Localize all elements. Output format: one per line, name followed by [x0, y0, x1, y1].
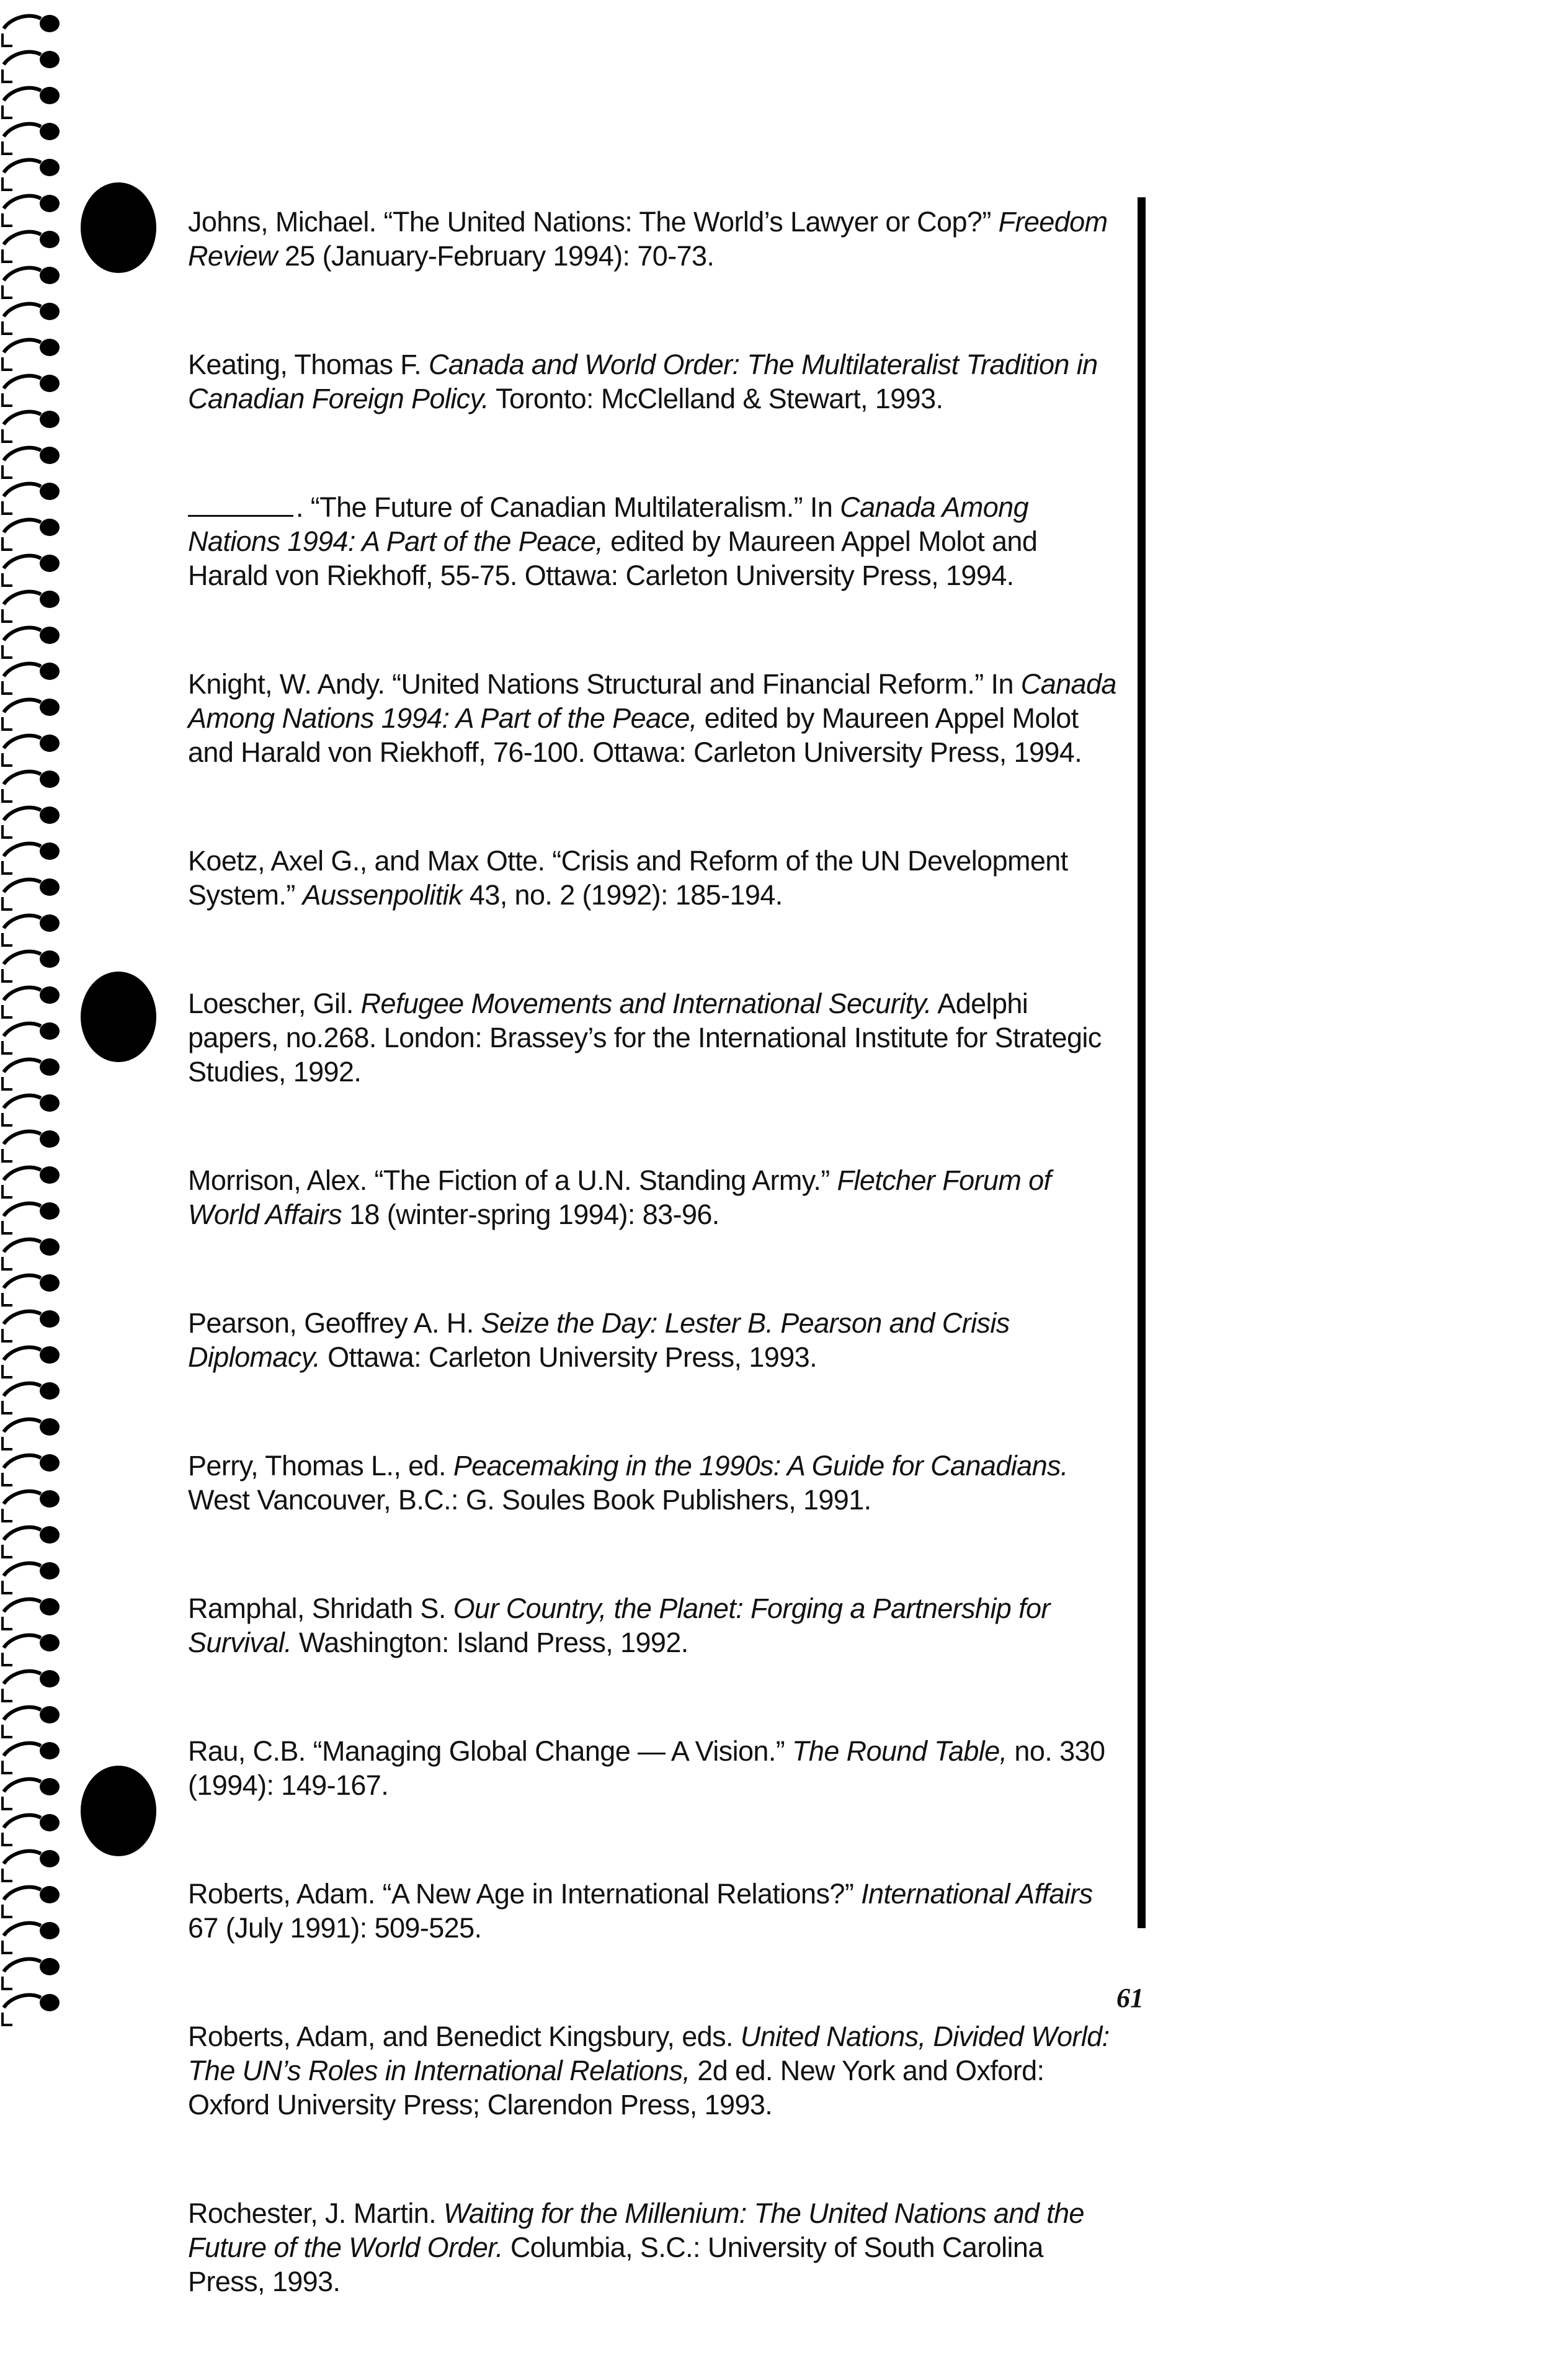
coil-edge: [2, 1401, 12, 1413]
coil-loop: [4, 1923, 41, 1936]
coil-loop: [4, 1240, 41, 1252]
coil-loop: [4, 880, 41, 892]
coil-edge: [2, 717, 12, 730]
coil-loop: [4, 376, 41, 388]
vertical-margin-rule: [1138, 197, 1146, 1928]
coil-edge: [2, 465, 12, 478]
coil-loop: [4, 700, 41, 712]
coil-hole: [40, 1346, 60, 1364]
coil-hole: [40, 950, 60, 968]
coil-hole: [40, 878, 60, 896]
coil-hole: [40, 914, 60, 932]
coil-loop: [4, 1779, 41, 1792]
coil-hole: [40, 1742, 60, 1759]
coil-loop: [4, 1743, 41, 1756]
coil-loop: [4, 1419, 41, 1432]
coil-loop: [4, 88, 41, 101]
entry-title-italic: Canada Among Nations 1994: A Part of the Peace,: [188, 668, 1116, 734]
bibliography-entry: [188, 1877, 1118, 1945]
entry-text: . “The Future of Canadian Multilateralism.” In: [296, 491, 840, 523]
coil-hole: [40, 1526, 60, 1544]
bibliography-entry: [188, 1449, 1118, 1517]
bibliography-entry: [188, 2196, 1118, 2299]
coil-edge: [2, 933, 12, 945]
coil-loop: [4, 1168, 41, 1180]
bibliography-entry: [188, 490, 1118, 592]
coil-edge: [2, 1077, 12, 1089]
coil-loop: [4, 1887, 41, 1900]
entry-text: Ramphal, Shridath S.: [188, 1593, 453, 1624]
coil-hole: [40, 339, 60, 356]
entry-title-italic: Canada and World Order: The Multilateralist Tradition in Canadian Foreign Policy.: [188, 349, 1098, 414]
coil-loop: [4, 412, 41, 424]
spiral-binding: [0, 0, 68, 2029]
entry-title-italic: Refugee Movements and International Security.: [360, 988, 932, 1019]
entry-text: Perry, Thomas L., ed.: [188, 1450, 453, 1481]
bibliography-entry: [188, 986, 1118, 1089]
coil-edge: [2, 969, 12, 981]
coil-edge: [2, 1041, 12, 1053]
coil-hole: [40, 1310, 60, 1328]
coil-loop: [4, 1132, 41, 1144]
coil-hole: [40, 1706, 60, 1723]
coil-hole: [40, 627, 60, 644]
coil-edge: [2, 1581, 12, 1593]
coil-edge: [2, 1365, 12, 1377]
entry-title-italic: Canada Among Nations 1994: A Part of the Peace,: [188, 491, 1029, 557]
coil-loop: [4, 844, 41, 856]
bibliography-entry: [188, 205, 1118, 273]
coil-edge: [2, 1113, 12, 1125]
entry-text: Roberts, Adam. “A New Age in International Relations?”: [188, 1878, 862, 1910]
coil-hole: [40, 195, 60, 212]
coil-loop: [4, 1707, 41, 1720]
coil-loop: [4, 736, 41, 748]
entry-title-italic: Peacemaking in the 1990s: A Guide for Canadians.: [453, 1450, 1068, 1481]
bibliography-entry: [188, 1734, 1118, 1802]
coil-edge: [2, 645, 12, 658]
coil-edge: [2, 2013, 12, 2025]
coil-edge: [2, 357, 12, 370]
bibliography-entry: [188, 667, 1118, 769]
coil-edge: [2, 1221, 12, 1233]
entry-text: Rochester, J. Martin.: [188, 2197, 443, 2229]
entry-title-italic: The Round Table,: [792, 1735, 1007, 1767]
coil-hole: [40, 375, 60, 392]
spiral-coil-graphic: [0, 0, 68, 2029]
coil-loop: [4, 1347, 41, 1360]
coil-hole: [40, 1778, 60, 1795]
coil-hole: [40, 1490, 60, 1508]
entry-text: 2d ed. New York and Oxford: Oxford University Press; Clarendon Press, 1993.: [188, 2055, 1045, 2121]
coil-edge: [2, 1149, 12, 1161]
coil-edge: [2, 1545, 12, 1557]
coil-edge: [2, 141, 12, 154]
repeated-author-dash: [188, 515, 293, 517]
coil-edge: [2, 1761, 12, 1773]
coil-edge: [2, 69, 12, 82]
coil-loop: [4, 772, 41, 784]
coil-edge: [2, 1977, 12, 1989]
entry-text: 43, no. 2 (1992): 185-194.: [461, 879, 783, 911]
bibliography-list: [188, 205, 1118, 2373]
entry-text: edited by Maureen Appel Molot and Harald von Riekhoff, 55-75. Ottawa: Carleton University Press, 1994.: [188, 525, 1038, 591]
entry-text: Pearson, Geoffrey A. H.: [188, 1307, 481, 1339]
bibliography-entry: [188, 2019, 1118, 2122]
coil-loop: [4, 1383, 41, 1396]
coil-edge: [2, 897, 12, 909]
coil-edge: [2, 1941, 12, 1953]
coil-loop: [4, 1995, 41, 2008]
entry-title-italic: United Nations, Divided World: The UN’s Roles in International Relations,: [188, 2021, 1110, 2086]
coil-hole: [40, 555, 60, 572]
coil-loop: [4, 232, 41, 244]
coil-loop: [4, 1455, 41, 1468]
entry-text: Columbia, S.C.: University of South Carolina Press, 1993.: [188, 2232, 1043, 2297]
coil-loop: [4, 484, 41, 496]
coil-hole: [40, 1166, 60, 1184]
entry-text: Toronto: McClelland & Stewart, 1993.: [489, 383, 943, 414]
coil-hole: [40, 807, 60, 824]
coil-hole: [40, 1238, 60, 1256]
coil-loop: [4, 1096, 41, 1108]
entry-text: 67 (July 1991): 509-525.: [188, 1912, 482, 1944]
coil-hole: [40, 1454, 60, 1472]
entry-text: no. 330 (1994): 149-167.: [188, 1735, 1105, 1801]
coil-hole: [40, 159, 60, 176]
entry-text: Johns, Michael. “The United Nations: The World’s Lawyer or Cop?”: [188, 206, 999, 238]
coil-loop: [4, 952, 41, 964]
coil-loop: [4, 664, 41, 676]
punch-hole-bottom: [81, 1766, 156, 1856]
entry-text: Roberts, Adam, and Benedict Kingsbury, eds.: [188, 2021, 741, 2052]
coil-hole: [40, 1598, 60, 1616]
bibliography-entry: [188, 347, 1118, 416]
coil-hole: [40, 699, 60, 716]
coil-hole: [40, 986, 60, 1004]
coil-loop: [4, 1635, 41, 1648]
coil-hole: [40, 15, 60, 32]
entry-text: Washington: Island Press, 1992.: [292, 1627, 688, 1658]
coil-edge: [2, 681, 12, 694]
coil-loop: [4, 196, 41, 208]
coil-edge: [2, 34, 12, 46]
coil-hole: [40, 231, 60, 248]
coil-loop: [4, 1024, 41, 1036]
entry-text: Loescher, Gil.: [188, 988, 361, 1019]
coil-hole: [40, 411, 60, 428]
coil-edge: [2, 1329, 12, 1341]
coil-edge: [2, 321, 12, 334]
coil-hole: [40, 591, 60, 608]
entry-title-italic: Freedom Review: [188, 206, 1108, 272]
coil-hole: [40, 1058, 60, 1076]
bibliography-entry: [188, 844, 1118, 912]
coil-loop: [4, 520, 41, 532]
coil-edge: [2, 1833, 12, 1845]
coil-edge: [2, 825, 12, 838]
coil-hole: [40, 735, 60, 752]
coil-loop: [4, 304, 41, 316]
entry-title-italic: International Affairs: [861, 1878, 1093, 1910]
coil-loop: [4, 1276, 41, 1288]
entry-text: Adelphi papers, no.268. London: Brassey’s for the International Institute for Strategic Studies, 1992.: [188, 988, 1102, 1088]
entry-title-italic: Our Country, the Planet: Forging a Partnership for Survival.: [188, 1593, 1050, 1658]
coil-hole: [40, 1094, 60, 1112]
coil-loop: [4, 16, 41, 29]
coil-edge: [2, 1185, 12, 1197]
coil-loop: [4, 1312, 41, 1324]
coil-edge: [2, 1257, 12, 1269]
entry-text: Rau, C.B. “Managing Global Change — A Vision.”: [188, 1735, 793, 1767]
coil-hole: [40, 1202, 60, 1220]
coil-hole: [40, 483, 60, 500]
coil-loop: [4, 1204, 41, 1216]
coil-edge: [2, 213, 12, 226]
coil-loop: [4, 988, 41, 1000]
coil-loop: [4, 556, 41, 568]
coil-edge: [2, 609, 12, 622]
entry-text: Ottawa: Carleton University Press, 1993.: [320, 1341, 817, 1373]
bibliography-entry: [188, 1591, 1118, 1660]
entry-text: West Vancouver, B.C.: G. Soules Book Publishers, 1991.: [188, 1484, 871, 1516]
coil-edge: [2, 861, 12, 874]
coil-hole: [40, 1850, 60, 1867]
entry-text: Morrison, Alex. “The Fiction of a U.N. Standing Army.”: [188, 1164, 837, 1196]
entry-text: 25 (January-February 1994): 70-73.: [277, 240, 715, 272]
coil-loop: [4, 340, 41, 352]
coil-loop: [4, 448, 41, 460]
coil-loop: [4, 808, 41, 820]
coil-edge: [2, 1005, 12, 1017]
coil-hole: [40, 1562, 60, 1580]
entry-text: Koetz, Axel G., and Max Otte. “Crisis and Reform of the UN Development System.”: [188, 845, 1068, 911]
coil-hole: [40, 1418, 60, 1436]
coil-loop: [4, 1815, 41, 1828]
coil-hole: [40, 1382, 60, 1400]
coil-edge: [2, 1905, 12, 1917]
coil-hole: [40, 1274, 60, 1292]
coil-hole: [40, 1814, 60, 1831]
coil-edge: [2, 501, 12, 514]
coil-hole: [40, 1994, 60, 2011]
coil-edge: [2, 105, 12, 118]
coil-edge: [2, 1689, 12, 1701]
coil-loop: [4, 160, 41, 172]
coil-hole: [40, 1130, 60, 1148]
coil-edge: [2, 753, 12, 766]
coil-edge: [2, 177, 12, 190]
coil-edge: [2, 1869, 12, 1881]
coil-loop: [4, 124, 41, 136]
coil-edge: [2, 789, 12, 802]
coil-loop: [4, 1060, 41, 1072]
coil-hole: [40, 51, 60, 68]
entry-text: Knight, W. Andy. “United Nations Structural and Financial Reform.” In: [188, 668, 1021, 700]
coil-hole: [40, 1670, 60, 1687]
coil-edge: [2, 1473, 12, 1485]
coil-hole: [40, 1922, 60, 1939]
coil-loop: [4, 1599, 41, 1612]
coil-edge: [2, 393, 12, 406]
coil-hole: [40, 1958, 60, 1975]
coil-hole: [40, 123, 60, 140]
entry-title-italic: Aussenpolitik: [302, 879, 462, 911]
coil-hole: [40, 87, 60, 104]
coil-edge: [2, 1725, 12, 1737]
bibliography-entry: [188, 1306, 1118, 1374]
coil-hole: [40, 303, 60, 320]
coil-loop: [4, 268, 41, 280]
coil-loop: [4, 592, 41, 604]
entry-title-italic: Seize the Day: Lester B. Pearson and Crisis Diplomacy.: [188, 1307, 1010, 1373]
coil-hole: [40, 1886, 60, 1903]
entry-text: edited by Maureen Appel Molot and Harald von Riekhoff, 76-100. Ottawa: Carleton University Press, 1994.: [188, 702, 1082, 768]
coil-edge: [2, 1653, 12, 1665]
entry-text: Keating, Thomas F.: [188, 349, 429, 380]
coil-loop: [4, 52, 41, 65]
coil-loop: [4, 1491, 41, 1504]
punch-hole-middle: [81, 972, 156, 1062]
coil-hole: [40, 663, 60, 680]
coil-hole: [40, 267, 60, 284]
coil-hole: [40, 519, 60, 536]
coil-edge: [2, 429, 12, 442]
coil-hole: [40, 842, 60, 860]
bibliography-entry: [188, 1163, 1118, 1231]
coil-loop: [4, 1671, 41, 1684]
entry-title-italic: Waiting for the Millenium: The United Nations and the Future of the World Order.: [188, 2197, 1084, 2263]
coil-edge: [2, 1617, 12, 1629]
coil-hole: [40, 1022, 60, 1040]
coil-edge: [2, 1797, 12, 1809]
coil-loop: [4, 628, 41, 640]
coil-loop: [4, 1851, 41, 1864]
coil-loop: [4, 1563, 41, 1576]
coil-hole: [40, 771, 60, 788]
coil-edge: [2, 285, 12, 298]
entry-text: 18 (winter-spring 1994): 83-96.: [342, 1199, 719, 1230]
coil-hole: [40, 447, 60, 464]
coil-edge: [2, 573, 12, 586]
page-number: 61: [1116, 1983, 1144, 2013]
coil-edge: [2, 537, 12, 550]
coil-edge: [2, 1437, 12, 1449]
coil-edge: [2, 1293, 12, 1305]
coil-hole: [40, 1634, 60, 1651]
punch-hole-top: [81, 182, 156, 273]
entry-title-italic: Fletcher Forum of World Affairs: [188, 1164, 1051, 1230]
coil-loop: [4, 1959, 41, 1972]
coil-edge: [2, 1509, 12, 1521]
coil-loop: [4, 916, 41, 928]
coil-edge: [2, 249, 12, 262]
coil-loop: [4, 1527, 41, 1540]
